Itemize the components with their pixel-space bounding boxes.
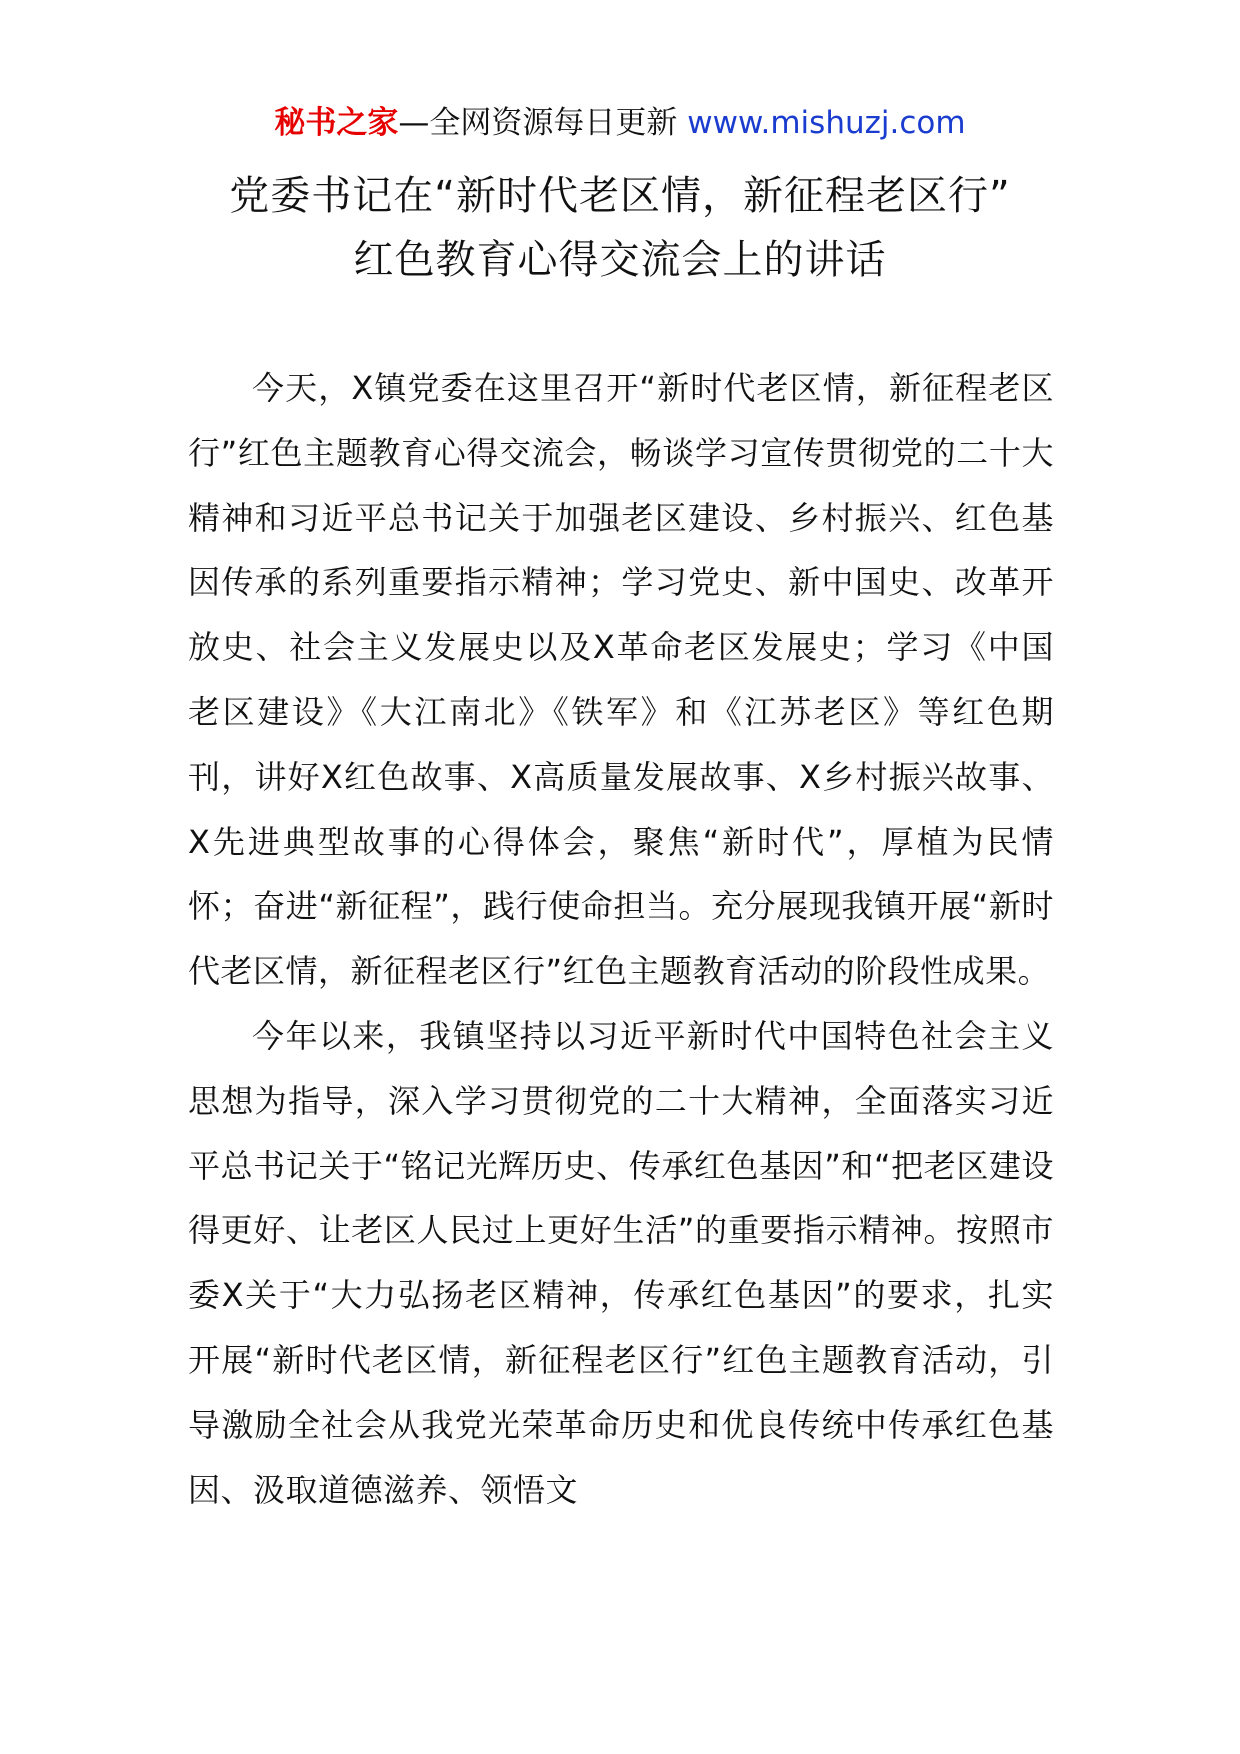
site-header [0, 100, 1240, 146]
title-line-2: 红色教育心得交流会上的讲话 [353, 237, 887, 283]
header-slogan: —全网资源每日更新 [398, 105, 678, 141]
site-url-link[interactable]: www.mishuzj.com [687, 105, 966, 141]
title-line-1: 党委书记在“新时代老区情，新征程老区行” [229, 173, 1011, 219]
body-paragraph-2: 今年以来，我镇坚持以习近平新时代中国特色社会主义思想为指导，深入学习贯彻党的二十大精神，全面落实习近平总书记关于“铭记光辉历史、传承红色基因”和“把老区建设得更好、让老区人民过上更好生活”的重要指示精神。按照市委X关于“大力弘扬老区精神，传承红色基因”的要求，扎实开展“新时代老区情，新征程老区行”红色主题教育活动，引导激励全社会从我党光荣革命历史和优良传统中传承红色基因、汲取道德滋养、领悟文 [188, 1016, 1054, 1509]
document-body [188, 356, 1054, 1522]
document-title [0, 164, 1240, 292]
body-paragraph-1: 今天，X镇党委在这里召开“新时代老区情，新征程老区行”红色主题教育心得交流会，畅谈学习宣传贯彻党的二十大精神和习近平总书记关于加强老区建设、乡村振兴、红色基因传承的系列重要指示精神；学习党史、新中国史、改革开放史、社会主义发展史以及X革命老区发展史；学习《中国老区建设》《大江南北》《铁军》和《江苏老区》等红色期刊，讲好X红色故事、X高质量发展故事、X乡村振兴故事、X先进典型故事的心得体会，聚焦“新时代”，厚植为民情怀；奋进“新征程”，践行使命担当。充分展现我镇开展“新时代老区情，新征程老区行”红色主题教育活动的阶段性成果。 [188, 369, 1054, 991]
brand-name: 秘书之家 [274, 105, 399, 141]
